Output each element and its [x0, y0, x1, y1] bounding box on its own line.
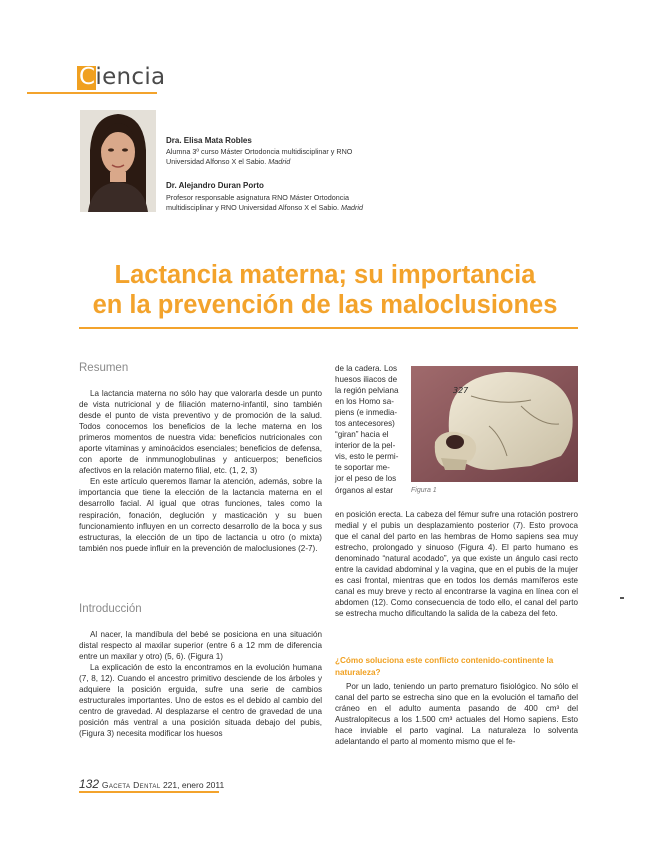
paragraph: La explicación de esto la encontramos en la evolución humana (7, 8, 12). Cuando el ancestro primitivo desciende de los árboles y adquiere la posición erguida, sufre una serie de cambios estructurales importantes. Uno de estos es el debido al cambio del centro de gravedad. Al desplazarse el centro de gravedad de una posición más ventral a una posición situada debajo del pubis, (Figura 3) necesita modificar los huesos: [79, 663, 322, 739]
author-1-affiliation-line: Alumna 3º curso Máster Ortodoncia multidisciplinar y RNO: [166, 147, 353, 156]
paragraph: en posición erecta. La cabeza del fémur sufre una rotación postrero medial y el pubis un desplazamiento posterior (7). Esto provoca que el canal del parto en las hembras de Homo sapiens sea muy estrecho, prolongado y sinuoso (Figura 4). El parto humano es denominado “natural acodado”, ya que existe un ángulo casi recto entre la cavidad abdominal y la vagina, que en el pubis de la mujer es casi frontal, mientras que en todos los demás mamíferos este canal es muy breve y recto al encontrarse la vagina en línea con el abdomen (12). Como consecuencia de todo ello, el canal del parto se estrecha mucho dificultando la salida de la cabeza del feto.: [335, 510, 578, 619]
text-line: vis, esto le permi-: [335, 452, 399, 462]
section-label: [79, 64, 165, 90]
author-1-affiliation: [166, 147, 352, 167]
figure-1-caption: Figura 1: [411, 487, 437, 494]
text-line: te soportar me-: [335, 463, 390, 473]
text-line: jor el peso de los: [335, 474, 397, 484]
text-line: huesos iliacos de: [335, 375, 398, 385]
title-line-1: Lactancia materna; su importancia: [114, 261, 536, 289]
section-initial: C: [79, 64, 96, 90]
margin-mark: [620, 597, 624, 599]
article-title: [40, 260, 610, 320]
text-line: en los Homo sa-: [335, 397, 394, 407]
title-line-2: en la prevención de las maloclusiones: [92, 291, 558, 319]
author-1-affiliation-line: [166, 157, 352, 167]
paragraph: Por un lado, teniendo un parto prematuro fisiológico. No sólo el canal del parto se estrecha sino que en la evolución el tamaño del cráneo en el adulto aumenta pasando de 400 cm³ del Australopitecus a los 1.500 cm³ actuales del Homo sapiens. Esto hace inviable el parto vaginal. La naturaleza lo solventa adelantando el parto al momento mismo que el fe-: [335, 682, 578, 747]
title-rule: [79, 327, 578, 329]
footer-rule: [79, 791, 219, 793]
author-2-university: multidisciplinar y RNO Universidad Alfonso X el Sabio.: [166, 203, 341, 212]
resumen-heading: Resumen: [79, 362, 129, 374]
text-line: “giran” hacia el: [335, 430, 389, 440]
page-number: 132: [79, 777, 100, 791]
author-2-affiliation: [166, 193, 363, 213]
right-column-text: [335, 509, 578, 619]
text-line: piens (e inmedia-: [335, 408, 398, 418]
page-footer: [79, 777, 224, 791]
subheading: ¿Cómo soluciona este conflicto contenido-continente la naturaleza?: [335, 656, 554, 677]
figure-1-skull-photo: [411, 366, 578, 482]
paragraph: Al nacer, la mandíbula del bebé se posiciona en una situación distal respecto al maxilar superior (entre 6 a 12 mm de diferencia entre un maxilar y otro) (5, 6). (Figura 1): [79, 630, 322, 662]
paragraph: La lactancia materna no sólo hay que valorarla desde un punto de vista nutricional y de filiación materno-infantil, sino también desde el punto de vista preventivo y de promoción de la salud. Todos conocemos los beneficios de la leche materna en los primeros momentos de nuestra vida: beneficios nutricionales con aporte vitaminas y aminoácidos esenciales; beneficios de defensa, con aporte de inmmunoglobulinas y anticuerpos; beneficios afectivos en la relación materno filial, etc. (1, 2, 3): [79, 389, 322, 476]
right-column-text-2: [335, 681, 578, 747]
text-line: tos antecesores): [335, 419, 395, 429]
author-2-affiliation-line: [166, 203, 363, 213]
section-name: iencia: [95, 64, 166, 90]
journal-issue: 221, enero 2011: [160, 780, 225, 790]
skull-specimen-label: 327: [453, 386, 469, 395]
text-line: interior de la pel-: [335, 441, 396, 451]
text-line: órganos al estar: [335, 485, 394, 495]
author-photo: [80, 110, 156, 212]
author-1-name: Dra. Elisa Mata Robles: [166, 136, 252, 145]
narrow-text-block: [335, 363, 407, 496]
author-1-city: Madrid: [268, 157, 291, 166]
header-rule: [27, 92, 157, 94]
author-1-university: Universidad Alfonso X el Sabio.: [166, 157, 269, 166]
author-2-city: Madrid: [340, 203, 363, 212]
introduccion-text: [79, 629, 322, 739]
introduccion-heading: Introducción: [79, 603, 142, 615]
author-2-name: Dr. Alejandro Duran Porto: [166, 181, 264, 190]
resumen-text: [79, 388, 322, 554]
author-2-affiliation-line: Profesor responsable asignatura RNO Máster Ortodoncia: [166, 193, 349, 202]
text-line: de la cadera. Los: [335, 364, 398, 373]
text-line: la región pelviana: [335, 386, 399, 396]
paragraph: En este artículo queremos llamar la atención, además, sobre la importancia que tiene la elección de la lactancia materna en el desarrollo facial. Al igual que otras funciones, tales como la respiración, fonación, deglución y masticación y su buen funcionamiento influyen en un correcto desarrollo de la boca y sus estructuras, la elección de un tipo de lactancia u otro (o mixta) también nos puede influir en la prevención de maloclusiones (2-7).: [79, 477, 322, 553]
journal-name: Gaceta Dental: [101, 780, 161, 790]
